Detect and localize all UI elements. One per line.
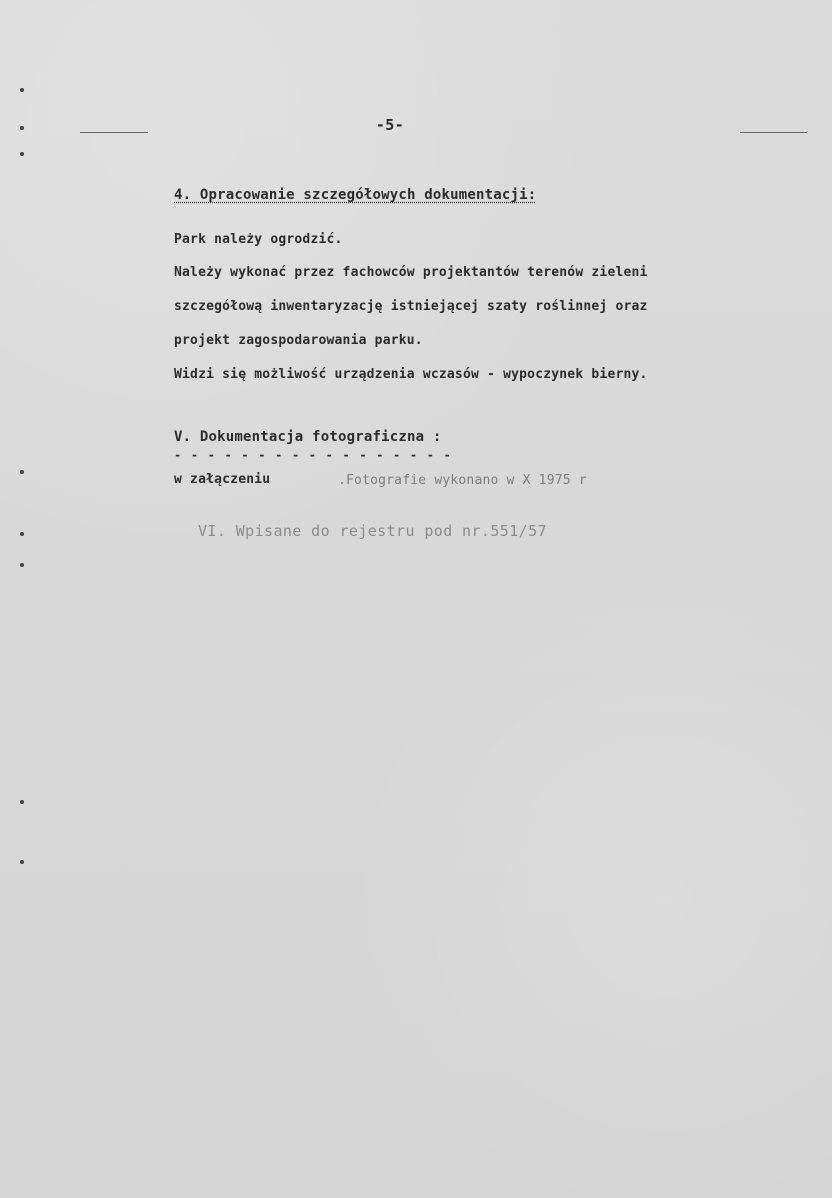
paragraph-line: Park należy ogrodzić. — [174, 232, 343, 247]
margin-dot — [20, 152, 24, 156]
section-5-dash-underline: - - - - - - - - - - - - - - - - - — [174, 448, 453, 462]
margin-dot — [20, 88, 24, 92]
section-5-title: V. Dokumentacja fotograficzna : — [174, 429, 442, 445]
top-left-rule — [80, 132, 148, 133]
margin-dot — [20, 532, 24, 536]
attachment-label: w załączeniu — [174, 472, 271, 487]
paragraph-line: projekt zagospodarowania parku. — [174, 333, 423, 348]
registry-note: VI. Wpisane do rejestru pod nr.551/57 — [198, 522, 547, 540]
paragraph-line: Należy wykonać przez fachowców projektantów terenów zieleni — [174, 265, 648, 280]
page-number: -5- — [375, 116, 405, 134]
margin-dot — [20, 860, 24, 864]
paragraph-line: szczegółową inwentaryzację istniejącej szaty roślinnej oraz — [174, 299, 648, 314]
margin-dot — [20, 800, 24, 804]
section-4-title — [174, 188, 536, 202]
section-4-title-text: 4. Opracowanie szczegółowych dokumentacji: — [174, 187, 537, 203]
paragraph-line: Widzi się możliwość urządzenia wczasów - wypoczynek bierny. — [174, 367, 648, 382]
margin-dot — [20, 563, 24, 567]
margin-dot — [20, 126, 24, 130]
photo-note: .Fotografie wykonano w X 1975 r — [338, 473, 587, 488]
margin-dot — [20, 470, 24, 474]
top-right-rule — [740, 132, 807, 133]
